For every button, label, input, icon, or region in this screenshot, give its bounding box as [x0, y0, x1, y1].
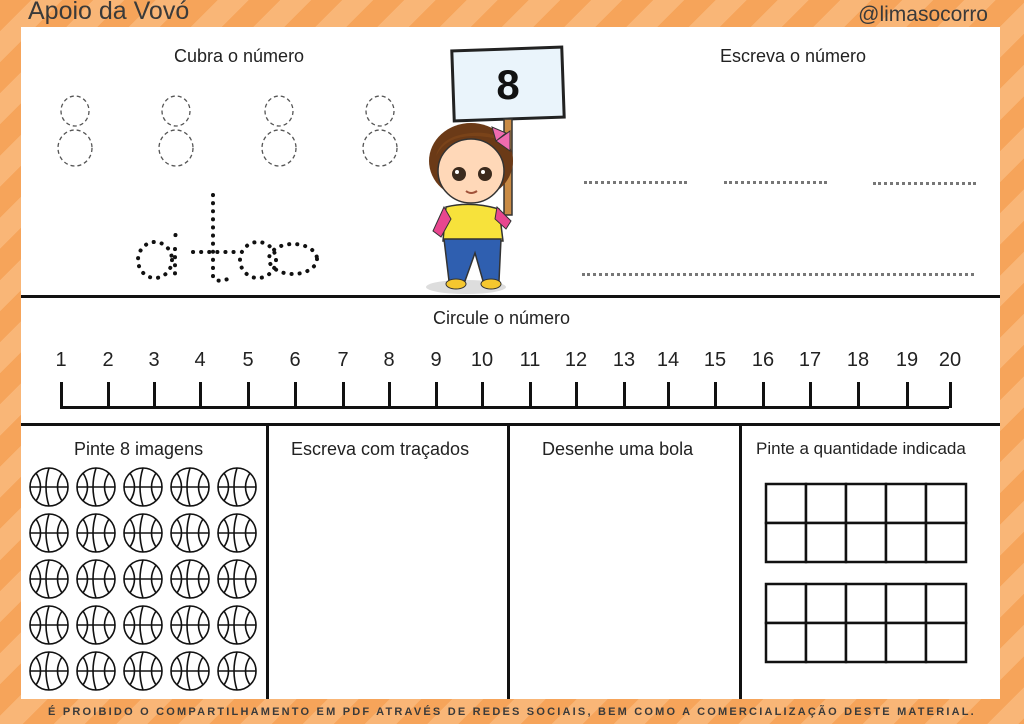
write-line-1[interactable] [584, 181, 687, 184]
ten-frame-cell[interactable] [766, 523, 806, 562]
ten-frame-cell[interactable] [886, 584, 926, 623]
ten-frame-cell[interactable] [846, 484, 886, 523]
dashed-eight-1[interactable] [58, 96, 92, 166]
number-line-tick [342, 382, 345, 408]
number-line-tick [857, 382, 860, 408]
footer-notice: É PROIBIDO O COMPARTILHAMENTO EM PDF ATRAVÉS DE REDES SOCIAIS, BEM COMO A COMERCIALIZAÇÃO DESTE MATERIAL. [48, 706, 976, 718]
ten-frame-cell[interactable] [886, 523, 926, 562]
number-line-label[interactable]: 8 [383, 349, 395, 371]
basketball-icon[interactable] [218, 560, 256, 598]
basketball-icon[interactable] [171, 560, 209, 598]
number-line-label[interactable]: 17 [798, 349, 822, 371]
basketball-icon[interactable] [124, 652, 162, 690]
basketball-icon[interactable] [218, 468, 256, 506]
number-line-label[interactable]: 19 [895, 349, 919, 371]
divider-middle [21, 423, 1000, 426]
number-line-tick [107, 382, 110, 408]
basketball-icon[interactable] [77, 560, 115, 598]
number-line-tick [906, 382, 909, 408]
number-line-label[interactable]: 2 [102, 349, 114, 371]
number-line-tick [949, 382, 952, 408]
number-line-label[interactable]: 1 [55, 349, 67, 371]
number-line-label[interactable]: 14 [656, 349, 680, 371]
number-line-tick [199, 382, 202, 408]
basketball-icon[interactable] [124, 606, 162, 644]
number-line-label[interactable]: 10 [470, 349, 494, 371]
number-line-label[interactable]: 9 [430, 349, 442, 371]
write-line-3[interactable] [873, 182, 976, 185]
basketball-icon[interactable] [218, 652, 256, 690]
ten-frame-cell[interactable] [886, 623, 926, 662]
number-line-tick [388, 382, 391, 408]
number-line-label[interactable]: 3 [148, 349, 160, 371]
dashed-eight-4[interactable] [363, 96, 397, 166]
number-line-tick [714, 382, 717, 408]
number-line-tick [575, 382, 578, 408]
number-line-label[interactable]: 6 [289, 349, 301, 371]
ten-frames [764, 482, 974, 672]
number-line-tick [667, 382, 670, 408]
author-handle: @limasocorro [858, 3, 988, 26]
number-line-label[interactable]: 15 [703, 349, 727, 371]
draw-ball-title: Desenhe uma bola [542, 439, 694, 459]
number-line-tick [435, 382, 438, 408]
write-number-title: Escreva o número [720, 46, 867, 66]
paint-quantity-title: Pinte a quantidade indicada [756, 439, 966, 458]
basketball-icon[interactable] [218, 514, 256, 552]
ten-frame-cell[interactable] [806, 623, 846, 662]
basketball-icon[interactable] [218, 606, 256, 644]
circle-number-title: Circule o número [433, 308, 571, 328]
ten-frame-cell[interactable] [766, 484, 806, 523]
column-divider-2 [507, 423, 510, 699]
basketball-icon[interactable] [77, 606, 115, 644]
basketball-icon[interactable] [171, 606, 209, 644]
number-line-tick [762, 382, 765, 408]
basketball-icon[interactable] [77, 652, 115, 690]
ten-frame-cell[interactable] [766, 623, 806, 662]
number-line-label[interactable]: 7 [337, 349, 349, 371]
number-line-label[interactable]: 11 [519, 349, 541, 371]
ten-frame-cell[interactable] [846, 523, 886, 562]
dashed-eight-3[interactable] [262, 96, 296, 166]
brand-title: Apoio da Vovó [28, 0, 190, 25]
basketball-icon[interactable] [171, 514, 209, 552]
ten-frame-2 [766, 584, 966, 662]
traceable-eights[interactable] [55, 95, 455, 175]
number-line-label[interactable]: 4 [194, 349, 206, 371]
worksheet [21, 27, 1000, 699]
ten-frame-cell[interactable] [926, 584, 966, 623]
ten-frame-cell[interactable] [806, 584, 846, 623]
basketball-icon[interactable] [30, 468, 68, 506]
dashed-eight-2[interactable] [159, 96, 193, 166]
basketball-icon[interactable] [77, 468, 115, 506]
paint-images-title: Pinte 8 imagens [74, 439, 204, 459]
number-line-tick [294, 382, 297, 408]
ten-frame-cell[interactable] [846, 623, 886, 662]
ten-frame-cell[interactable] [846, 584, 886, 623]
basketball-icon[interactable] [30, 560, 68, 598]
basketball-icon[interactable] [30, 514, 68, 552]
number-line-label[interactable]: 20 [938, 349, 962, 371]
ten-frame-cell[interactable] [806, 523, 846, 562]
child-holding-sign-icon [411, 41, 581, 311]
basketball-icon[interactable] [124, 514, 162, 552]
basketball-icon[interactable] [30, 606, 68, 644]
basketball-icon[interactable] [77, 514, 115, 552]
number-line-label[interactable]: 5 [242, 349, 254, 371]
basketball-icon[interactable] [171, 468, 209, 506]
write-line-long[interactable] [582, 273, 974, 276]
ten-frame-cell[interactable] [806, 484, 846, 523]
trace-title: Escreva com traçados [291, 439, 470, 459]
number-line-tick [809, 382, 812, 408]
cover-number-title: Cubra o número [174, 46, 305, 66]
ten-frame-cell[interactable] [926, 484, 966, 523]
number-line-tick [153, 382, 156, 408]
basketball-icon[interactable] [124, 468, 162, 506]
number-line-label[interactable]: 18 [846, 349, 870, 371]
number-line-label[interactable]: 13 [612, 349, 636, 371]
number-line-tick [623, 382, 626, 408]
divider-top [21, 295, 1000, 298]
dotted-word-oito[interactable] [133, 187, 333, 287]
column-divider-3 [739, 423, 742, 699]
basketball-icon[interactable] [171, 652, 209, 690]
ten-frame-cell[interactable] [766, 584, 806, 623]
number-line-label[interactable]: 12 [564, 349, 588, 371]
number-line-label[interactable]: 16 [751, 349, 775, 371]
basketball-grid [27, 464, 267, 704]
number-line-tick [60, 382, 63, 408]
sign-number: 8 [496, 61, 520, 108]
write-line-2[interactable] [724, 181, 827, 184]
ten-frame-cell[interactable] [926, 523, 966, 562]
ten-frame-1 [766, 484, 966, 562]
basketball-icon[interactable] [124, 560, 162, 598]
basketball-icon[interactable] [30, 652, 68, 690]
number-line-tick [529, 382, 532, 408]
number-line-base [60, 406, 949, 409]
ten-frame-cell[interactable] [926, 623, 966, 662]
number-line-tick [247, 382, 250, 408]
number-line-tick [481, 382, 484, 408]
ten-frame-cell[interactable] [886, 484, 926, 523]
